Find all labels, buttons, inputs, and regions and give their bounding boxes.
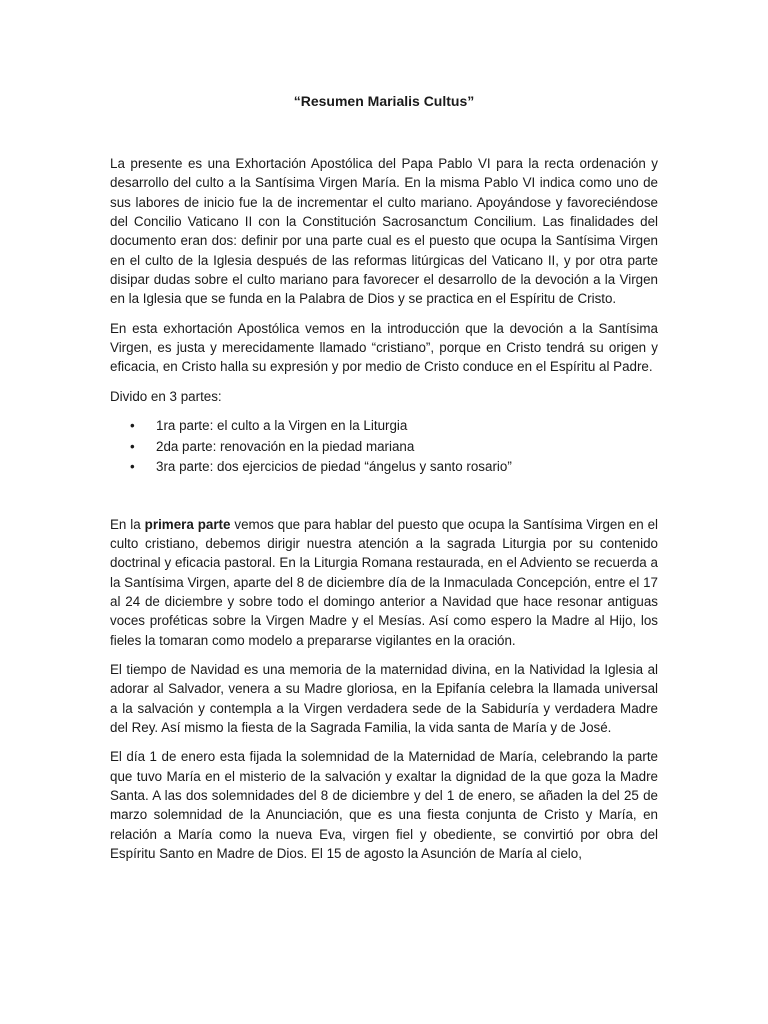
list-item: • 3ra parte: dos ejercicios de piedad “ángelus y santo rosario” <box>110 457 658 478</box>
list-item: • 1ra parte: el culto a la Virgen en la Liturgia <box>110 416 658 437</box>
document-title: “Resumen Marialis Cultus” <box>293 93 475 109</box>
paragraph-first-part <box>110 515 658 650</box>
parts-list <box>110 416 658 478</box>
first-part-bold: primera parte <box>144 516 231 532</box>
paragraph-christmas: El tiempo de Navidad es una memoria de la maternidad divina, en la Natividad la Iglesia al adorar al Salvador, venera a su Madre gloriosa, en la Epifanía celebra la llamada universal a la salvación y contempla a la Virgen verdadera sede de la Sabiduría y verdadera Madre del Rey. Así mismo la fiesta de la Sagrada Familia, la vida santa de María y de José. <box>110 662 658 736</box>
paragraph-january: El día 1 de enero esta fijada la solemnidad de la Maternidad de María, celebrando la parte que tuvo María en el misterio de la salvación y exaltar la dignidad de la que goza la Madre Santa. A las dos solemnidades del 8 de diciembre y del 1 de enero, se añaden la del 25 de marzo solemnidad de la Anunciación, que es una fiesta conjunta de Cristo y María, en relación a María como la nueva Eva, virgen fiel y obediente, se convirtió por obra del Espíritu Santo en Madre de Dios. El 15 de agosto la Asunción de María al cielo, <box>110 749 658 862</box>
paragraph-exhortation: En esta exhortación Apostólica vemos en la introducción que la devoción a la Santísima Virgen, es justa y merecidamente llamado “cristiano”, porque en Cristo tendrá su origen y eficacia, en Cristo halla su expresión y por medio de Cristo conduce en el Espíritu al Padre. <box>110 320 658 375</box>
spacer <box>110 488 658 515</box>
first-part-prefix: En la <box>110 516 145 532</box>
paragraph-introduction: La presente es una Exhortación Apostólica del Papa Pablo VI para la recta ordenación y desarrollo del culto a la Santísima Virgen María. En la misma Pablo VI indica como uno de sus labores de inicio fue la de incrementar el culto mariano. Apoyándose y favoreciéndose del Concilio Vaticano II con la Constitución Sacrosanctum Concilium. Las finalidades del documento eran dos: definir por una parte cual es el puesto que ocupa la Santísima Virgen en el culto de la Iglesia después de las reformas litúrgicas del Vaticano II, y por otra parte disipar dudas sobre el culto mariano para favorecer el desarrollo de la devoción a la Virgen en la Iglesia que se funda en la Palabra de Dios y se practica en el Espíritu de Cristo. <box>110 156 658 307</box>
paragraph-divided-parts: Divido en 3 partes: <box>110 388 222 404</box>
list-item: • 2da parte: renovación en la piedad mariana <box>110 437 658 458</box>
first-part-text: vemos que para hablar del puesto que ocupa la Santísima Virgen en el culto cristiano, debemos dirigir nuestra atención a la sagrada Liturgia por su contenido doctrinal y eficacia pastoral. En la Liturgia Romana restaurada, en el Adviento se recuerda a la Santísima Virgen, aparte del 8 de diciembre día de la Inmaculada Concepción, entre el 17 al 24 de diciembre y sobre todo el domingo anterior a Navidad que hace resonar antiguas voces proféticas sobre la Virgen Madre y el Mesías. Así como espero la Madre al Hijo, los fieles la tomaran como modelo a prepararse vigilantes en la oración. <box>110 516 658 648</box>
